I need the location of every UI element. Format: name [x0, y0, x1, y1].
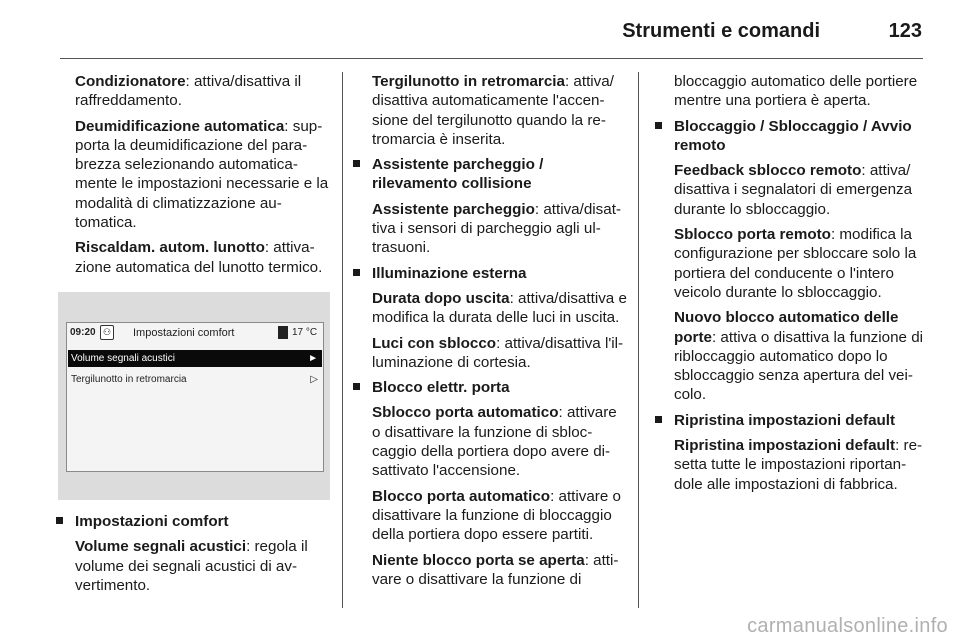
term: Volume segnali acustici — [75, 538, 247, 556]
bullet-heading: Illuminazione esterna — [372, 264, 628, 283]
description: : attiva/disattiva e modifica la durata delle luci in uscita. — [372, 289, 627, 327]
seat-icon: ⚇ — [100, 325, 114, 340]
paragraph — [372, 487, 628, 545]
page-number: 123 — [888, 20, 922, 42]
page-header — [0, 0, 960, 58]
description: bloccaggio automatico delle portiere mentre una portiera è aperta. — [674, 73, 918, 110]
paragraph — [372, 72, 628, 149]
bullet-square-icon — [655, 122, 662, 129]
bullet-heading: Impostazioni comfort — [75, 512, 331, 531]
term: Riscaldam. autom. lunotto — [75, 239, 265, 257]
text-column-1 — [75, 72, 331, 283]
paragraph — [372, 403, 628, 480]
description: : attivare o disattivare la funzione di sbloccaggio della portiera dopo avere disattivato l'accensione. — [372, 404, 617, 480]
paragraph — [75, 117, 331, 233]
menu-item-label: Tergilunotto in retromarcia — [71, 374, 187, 385]
description: : modifica la configurazione per sbloccare solo la portiera del conducente o l'intero veicolo durante lo sbloccaggio. — [674, 226, 917, 301]
bullet-heading: Ripristina impostazioni default — [674, 411, 926, 430]
text-column-3 — [674, 72, 926, 500]
description: : resetta tutte le impostazioni riportandole alle impostazioni di fabbrica. — [674, 437, 923, 493]
description: : attivare o disattivare la funzione di — [372, 551, 619, 588]
term: Tergilunotto in retromarcia — [372, 73, 565, 90]
paragraph — [674, 72, 926, 111]
column-divider — [638, 72, 639, 608]
infotainment-screen — [66, 322, 324, 472]
term: Ripristina impostazioni default — [674, 437, 896, 455]
paragraph — [674, 308, 926, 404]
description: : attiva/ disattiva automaticamente l'accensione del tergilunotto quando la retromarcia è inserita. — [372, 73, 614, 148]
paragraph — [674, 161, 926, 219]
description: : attiva/ disattiva i segnalatori di emergenza durante lo sbloccaggio. — [674, 162, 913, 218]
description: : attiva/disattiva i sensori di parcheggio agli ultrasuoni. — [372, 200, 621, 257]
section-title: Strumenti e comandi — [622, 20, 820, 42]
bullet-heading: Blocco elettr. porta — [372, 378, 628, 397]
outside-temperature: 17 °C — [292, 327, 318, 338]
term: Durata dopo uscita — [372, 289, 510, 307]
paragraph — [674, 225, 926, 302]
paragraph — [75, 537, 331, 595]
description: : attiva/disattiva l'illuminazione di cortesia. — [372, 334, 624, 371]
term: Nuovo blocco automatico delle porte — [674, 309, 899, 346]
paragraph — [372, 551, 628, 590]
header-rule — [60, 58, 923, 59]
text-column-1-bottom — [75, 512, 331, 601]
fuel-icon — [278, 326, 288, 339]
term: Feedback sblocco remoto — [674, 162, 862, 180]
paragraph — [75, 72, 331, 111]
description: : regola il volume dei segnali acustici di avvertimento. — [75, 538, 308, 594]
bullet-heading: Bloccaggio / Sbloccaggio / Avvio remoto — [674, 117, 926, 156]
term: Niente blocco porta se aperta — [372, 551, 585, 569]
term: Deumidificazione automatica — [75, 117, 285, 135]
chevron-right-icon: ▷ — [310, 374, 318, 385]
column-divider — [342, 72, 343, 608]
menu-item-label: Volume segnali acustici — [71, 353, 175, 364]
bullet-square-icon — [353, 269, 360, 276]
bullet-square-icon — [655, 416, 662, 423]
term: Blocco porta automatico — [372, 487, 551, 505]
description: : supporta la deumidificazione del parabrezza selezionando automaticamente le impostazioni necessarie e la modalità di climatizzazione automatica. — [75, 117, 329, 232]
description: : attiva o disattiva la funzione di ribloccaggio automatico dopo lo sbloccaggio senza apertura del veicolo. — [674, 328, 924, 404]
menu-item-rear-wiper[interactable] — [68, 371, 322, 388]
screen-title: Impostazioni comfort — [133, 327, 235, 339]
bullet-heading: Assistente parcheggio / rilevamento collisione — [372, 155, 628, 194]
paragraph — [75, 238, 331, 277]
term: Luci con sblocco — [372, 334, 497, 352]
watermark: carmanualsonline.info — [747, 615, 948, 637]
description: : attivare o disattivare la funzione di bloccaggio della portiera dopo essere partiti. — [372, 487, 621, 544]
text-column-2 — [372, 72, 628, 595]
term: Condizionatore — [75, 73, 186, 90]
bullet-square-icon — [353, 383, 360, 390]
menu-item-volume[interactable] — [68, 350, 322, 367]
paragraph — [372, 334, 628, 373]
term: Sblocco porta automatico — [372, 404, 559, 422]
bullet-square-icon — [353, 160, 360, 167]
chevron-right-icon: ► — [308, 353, 318, 364]
description: : attivazione automatica del lunotto termico. — [75, 239, 323, 276]
term: Sblocco porta remoto — [674, 226, 831, 244]
paragraph — [372, 289, 628, 328]
paragraph — [674, 436, 926, 494]
term: Assistente parcheggio — [372, 200, 535, 218]
screen-status-bar — [67, 323, 323, 343]
paragraph — [372, 200, 628, 258]
clock-time: 09:20 — [70, 327, 96, 338]
description: : attiva/disattiva il raffreddamento. — [75, 73, 302, 110]
display-screenshot-figure — [58, 292, 330, 500]
bullet-square-icon — [56, 517, 63, 524]
